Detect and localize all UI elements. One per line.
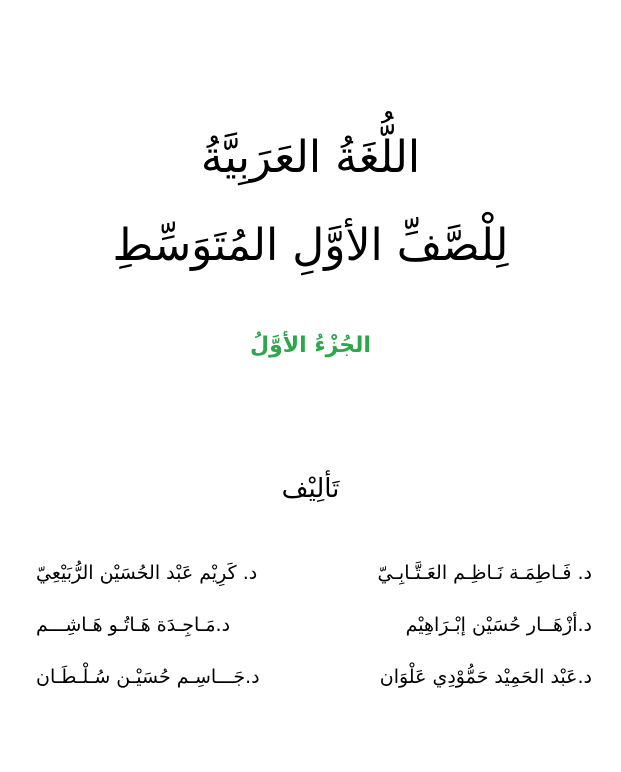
author-name: د. فَـاطِمَـة نَـاظِـم العَـتَّـابِـيّ bbox=[377, 562, 592, 584]
part-label: الجُزْءُ الأوَّلُ bbox=[250, 333, 371, 358]
author-name: د.عَبْد الحَمِيْد حَمُّوْدِي عَلْوَان bbox=[379, 666, 592, 688]
authorship-label: تَألِيْف bbox=[281, 474, 340, 504]
authors-row-2 bbox=[36, 614, 592, 666]
author-name: د.أزْهَــار حُسَيْن إبْـرَاهِيْم bbox=[405, 614, 592, 636]
book-title-line-2: لِلْصَّفِّ الأوَّلِ المُتَوَسِّطِ bbox=[112, 220, 509, 271]
authors-row-3 bbox=[36, 666, 592, 718]
author-name: د.مَـاجِـدَة هَـاتُـو هَـاشِـــم bbox=[36, 614, 231, 636]
author-name: د.جَـــاسِـم حُسَيْـن سُـلْـطَـان bbox=[36, 666, 260, 688]
authors-list bbox=[36, 562, 592, 718]
book-title-line-1: اللُّغَةُ العَرَبِيَّةُ bbox=[200, 132, 421, 183]
author-name: د. كَرِيْم عَبْد الحُسَيْن الرُّبَيْعِيّ bbox=[36, 562, 258, 584]
authors-row-1 bbox=[36, 562, 592, 614]
